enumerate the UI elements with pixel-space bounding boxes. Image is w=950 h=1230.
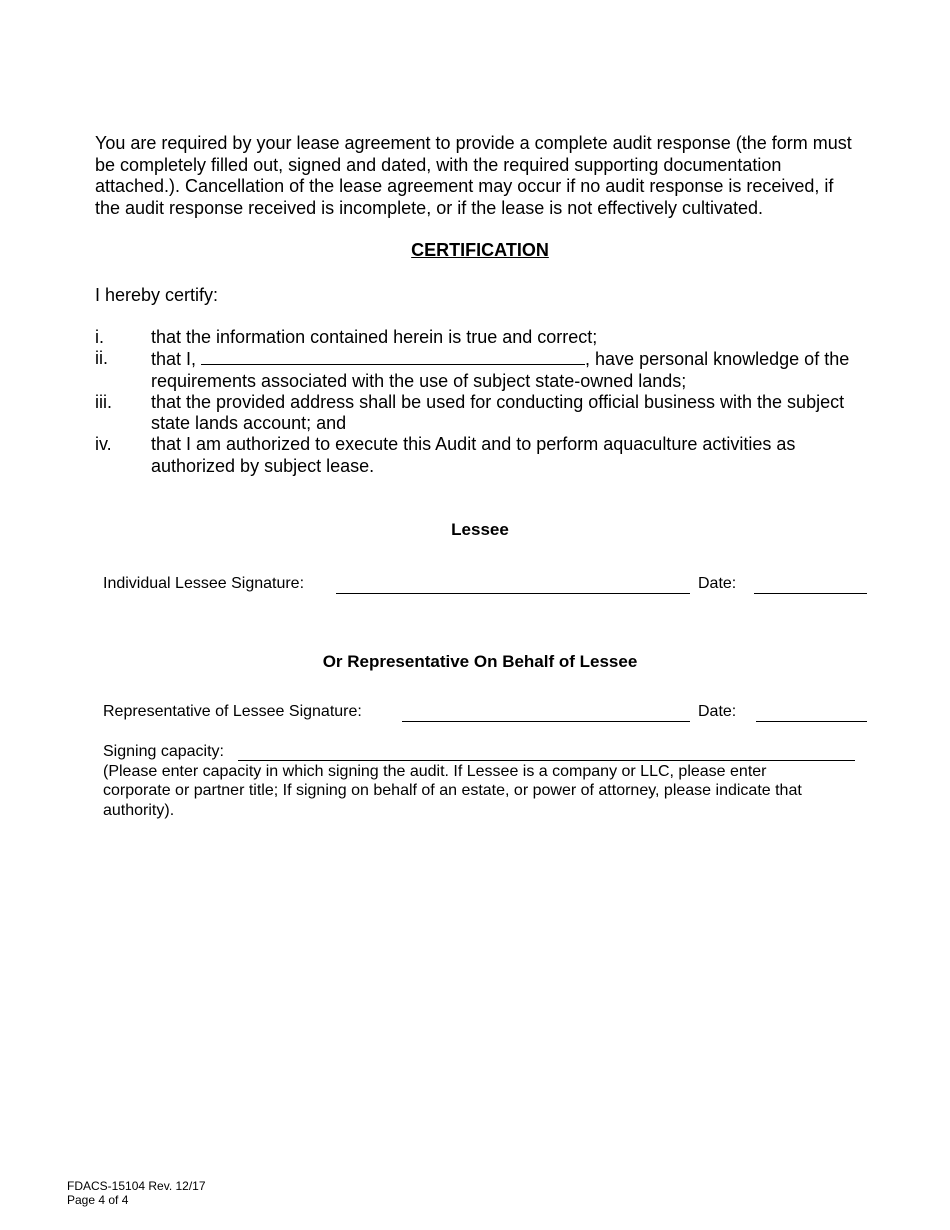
- representative-date-label: Date:: [698, 703, 737, 720]
- intro-paragraph: [95, 133, 895, 219]
- item-text: that I am authorized to execute this Audit and to perform aquaculture activities as: [151, 434, 796, 455]
- individual-date-field[interactable]: [754, 593, 867, 594]
- item-text: that the provided address shall be used for conducting official business with the subject: [151, 391, 845, 412]
- item-number: iii.: [95, 391, 112, 412]
- item-text: that the information contained herein is true and correct;: [151, 327, 598, 347]
- certifier-name-field[interactable]: [201, 348, 585, 365]
- item-text: state lands account; and: [151, 413, 347, 434]
- form-footer: [67, 1179, 206, 1207]
- page-number: Page 4 of 4: [67, 1193, 129, 1207]
- capacity-note-line: authority).: [103, 801, 175, 819]
- intro-line: be completely filled out, signed and dated, with the required supporting documentation: [95, 154, 782, 175]
- representative-heading: Or Representative On Behalf of Lessee: [322, 652, 638, 671]
- certification-item: [95, 392, 885, 435]
- certify-lead: I hereby certify:: [95, 285, 219, 305]
- capacity-note-line: (Please enter capacity in which signing the audit. If Lessee is a company or LLC, please enter: [103, 762, 767, 780]
- signing-capacity-block: [103, 742, 873, 820]
- individual-date-label: Date:: [698, 575, 737, 592]
- representative-date-field[interactable]: [756, 721, 867, 722]
- item-number: i.: [95, 327, 104, 347]
- certification-item: [95, 327, 885, 348]
- intro-line: attached.). Cancellation of the lease agreement may occur if no audit response is received, if: [95, 176, 834, 196]
- intro-line: the audit response received is incomplete, or if the lease is not effectively cultivated.: [95, 197, 764, 218]
- signing-capacity-label: Signing capacity:: [103, 743, 224, 760]
- capacity-note-line: corporate or partner title; If signing on behalf of an estate, or power of attorney, please indicate that: [103, 782, 802, 799]
- item-number: iv.: [95, 434, 112, 455]
- certification-item: [95, 348, 885, 392]
- lessee-heading: Lessee: [451, 520, 509, 539]
- individual-signature-label: Individual Lessee Signature:: [103, 575, 305, 592]
- representative-signature-label: Representative of Lessee Signature:: [103, 703, 362, 720]
- certification-item: [95, 434, 885, 477]
- item-text: that I,: [151, 349, 202, 370]
- item-text: authorized by subject lease.: [151, 455, 375, 476]
- signing-capacity-field[interactable]: [238, 760, 855, 761]
- individual-signature-field[interactable]: [336, 593, 690, 594]
- item-number: ii.: [95, 348, 108, 369]
- certification-title: CERTIFICATION: [411, 240, 549, 260]
- form-id: FDACS-15104 Rev. 12/17: [67, 1179, 206, 1193]
- item-text: requirements associated with the use of subject state-owned lands;: [151, 370, 687, 391]
- item-text: , have personal knowledge of the: [585, 349, 850, 370]
- certification-list: [95, 327, 885, 477]
- intro-line: You are required by your lease agreement to provide a complete audit response (the form must: [95, 133, 852, 153]
- representative-signature-field[interactable]: [402, 721, 690, 722]
